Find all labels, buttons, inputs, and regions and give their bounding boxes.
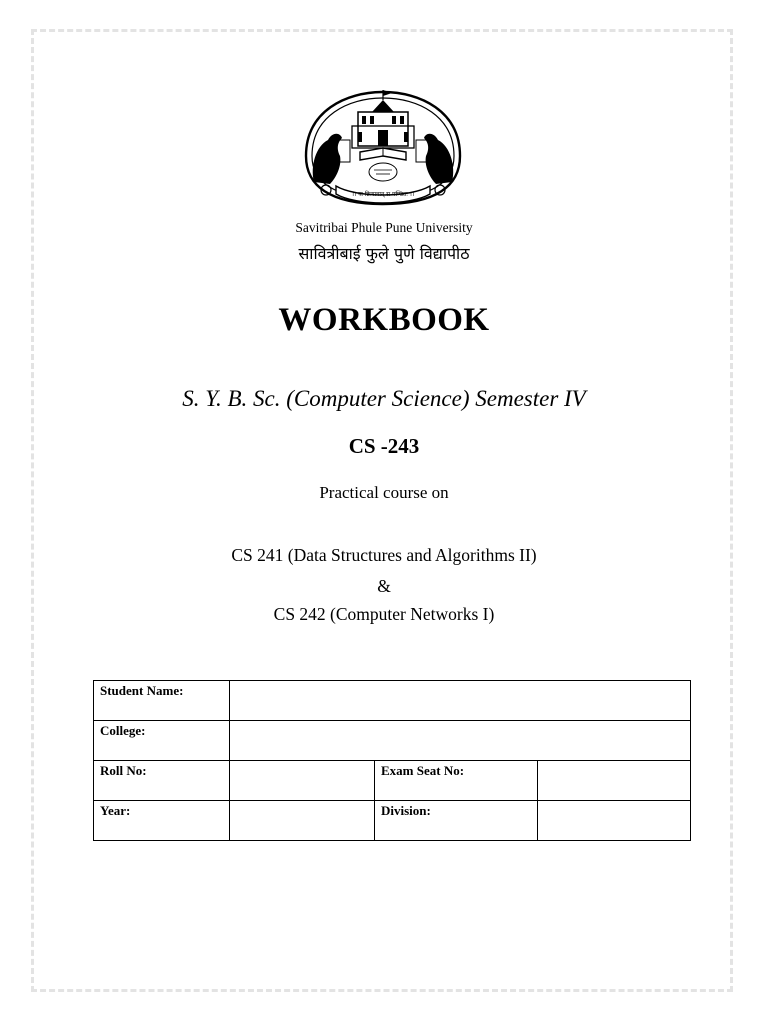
subject-2: CS 242 (Computer Networks I) bbox=[273, 604, 495, 624]
course-line: S. Y. B. Sc. (Computer Science) Semester IV bbox=[182, 386, 586, 411]
exam-seat-field[interactable] bbox=[538, 761, 691, 801]
subject-1: CS 241 (Data Structures and Algorithms II) bbox=[231, 545, 537, 565]
student-info-table bbox=[93, 680, 691, 841]
university-name-marathi: सावित्रीबाई फुले पुणे विद्यापीठ bbox=[298, 244, 470, 263]
year-field[interactable] bbox=[230, 801, 375, 841]
university-emblem bbox=[296, 86, 470, 210]
course-code: CS -243 bbox=[348, 434, 420, 458]
university-name-english: Savitribai Phule Pune University bbox=[295, 220, 473, 235]
subject-separator: & bbox=[377, 576, 391, 596]
document-title: WORKBOOK bbox=[278, 302, 490, 338]
college-label: College: bbox=[94, 721, 230, 761]
table-row bbox=[94, 801, 691, 841]
division-field[interactable] bbox=[538, 801, 691, 841]
roll-no-label: Roll No: bbox=[94, 761, 230, 801]
college-field[interactable] bbox=[230, 721, 691, 761]
roll-no-field[interactable] bbox=[230, 761, 375, 801]
practical-course-line: Practical course on bbox=[319, 483, 449, 502]
exam-seat-label: Exam Seat No: bbox=[375, 761, 538, 801]
student-name-label: Student Name: bbox=[94, 681, 230, 721]
year-label: Year: bbox=[94, 801, 230, 841]
table-row bbox=[94, 681, 691, 721]
table-row bbox=[94, 761, 691, 801]
emblem-motto: ।। यः क्रियावान् स पण्डितः ।। bbox=[351, 191, 415, 198]
table-row bbox=[94, 721, 691, 761]
student-name-field[interactable] bbox=[230, 681, 691, 721]
division-label: Division: bbox=[375, 801, 538, 841]
